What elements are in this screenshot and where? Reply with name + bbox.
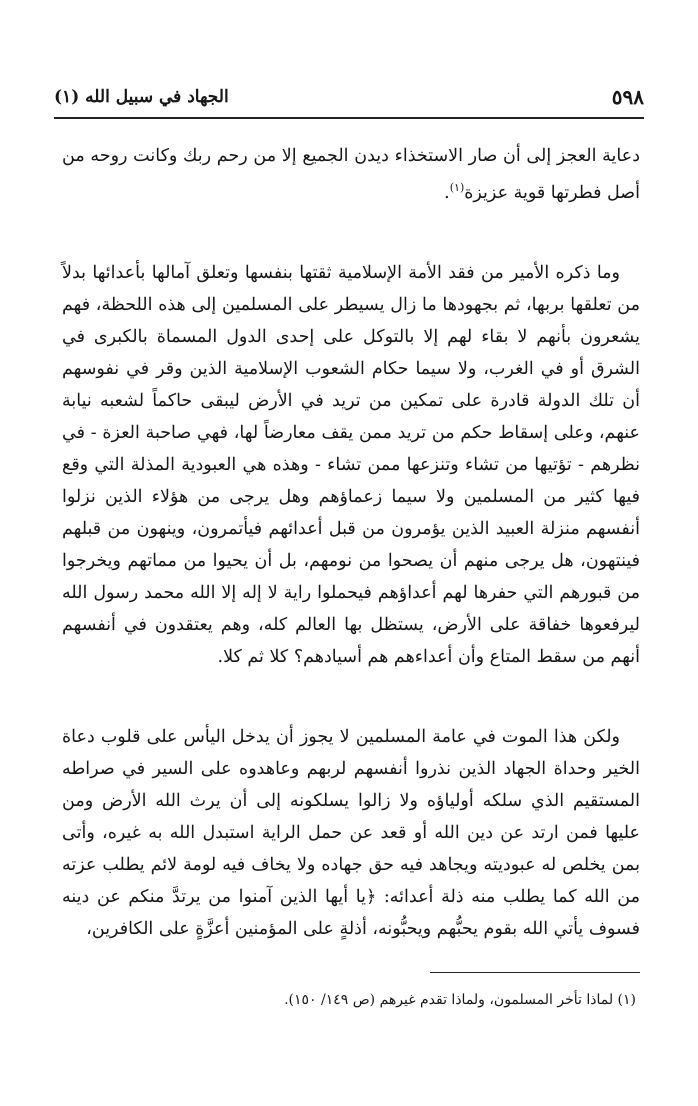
paragraph-gap [62,209,640,257]
page-header [54,85,644,115]
paragraph-gap [62,673,640,721]
paragraph-2: وما ذكره الأمير من فقد الأمة الإسلامية ثقتها بنفسها وتعلق آمالها بأعدائها بدلاً من تعلقها بربها، ثم بجهودها ما زال يسيطر على المسلمين إلى هذه اللحظة، فهم يشعرون بأنهم لا بقاء لهم إلا بالتوكل على إحدى الدول المسماة بالكبرى في الشرق أو في الغرب، ولا سيما حكام الشعوب الإسلامية الذين وقر في نفوسهم أن تلك الدولة قادرة على تمكين من تريد في الأرض ليبقى حاكماً لشعبه نيابة عنهم، وعلى إسقاط حكم من تريد ممن يقف معارضاً لها، فهي صاحبة العزة - في نظرهم - تؤتيها من تشاء وتنزعها ممن تشاء - وهذه هي العبودية المذلة التي وقع فيها كثير من المسلمين ولا سيما زعماؤهم وهل يرجى من هؤلاء الذين نزلوا أنفسهم منزلة العبيد الذين يؤمرون من قبل أعدائهم فيأتمرون، وينهون من قبلهم فينتهون، هل يرجى منهم أن يصحوا من نومهم، بل أن يحيوا من مماتهم ويخرجوا من قبورهم التي حفرها لهم أعداؤهم فيحملوا راية لا إله إلا الله محمد رسول الله ليرفعوها خفاقة على الأرض، يستظل بها العالم كله، وهم يعتقدون في أنفسهم أنهم من سقط المتاع وأن أعداءهم هم أسيادهم؟ كلا ثم كلا. [62,262,640,667]
paragraph-1-text: دعاية العجز إلى أن صار الاستخذاء ديدن الجميع إلا من رحم ربك وكانت روحه من أصل فطرتها قوية عزيزة [62,146,640,203]
footnote-rule [430,972,640,973]
footnote: (١) لماذا تأخر المسلمون، ولماذا تقدم غيرهم (ص ١٤٩/ ١٥٠). [284,992,636,1008]
body-text [62,140,640,945]
footnote-marker: (١) [449,181,465,194]
paragraph-1 [62,140,640,209]
paragraph-1-end: . [444,182,450,203]
running-title: الجهاد في سبيل الله (١) [54,87,229,107]
header-rule [54,117,644,119]
paragraph-3: ولكن هذا الموت في عامة المسلمين لا يجوز أن يدخل اليأس على قلوب دعاة الخير وحداة الجهاد الذين نذروا أنفسهم لربهم وعاهدوه على السير في صراطه المستقيم الذي سلكه أولياؤه ولا زالوا يسلكونه إلى أن يرث الله الأرض ومن عليها فمن ارتد عن دين الله أو قعد عن حمل الراية استبدل الله به غيره، وأتى بمن يخلص له عبوديته ويجاهد فيه حق جهاده ولا يخاف فيه لومة لائم يطلب عزته من الله كما يطلب منه ذلة أعدائه: ﴿يا أيها الذين آمنوا من يرتدَّ منكم عن دينه فسوف يأتي الله بقوم يحبُّهم ويحبُّونه، أذلةٍ على المؤمنين أعزَّةٍ على الكافرين، [62,726,640,939]
page-number: ٥٩٨ [611,85,644,109]
